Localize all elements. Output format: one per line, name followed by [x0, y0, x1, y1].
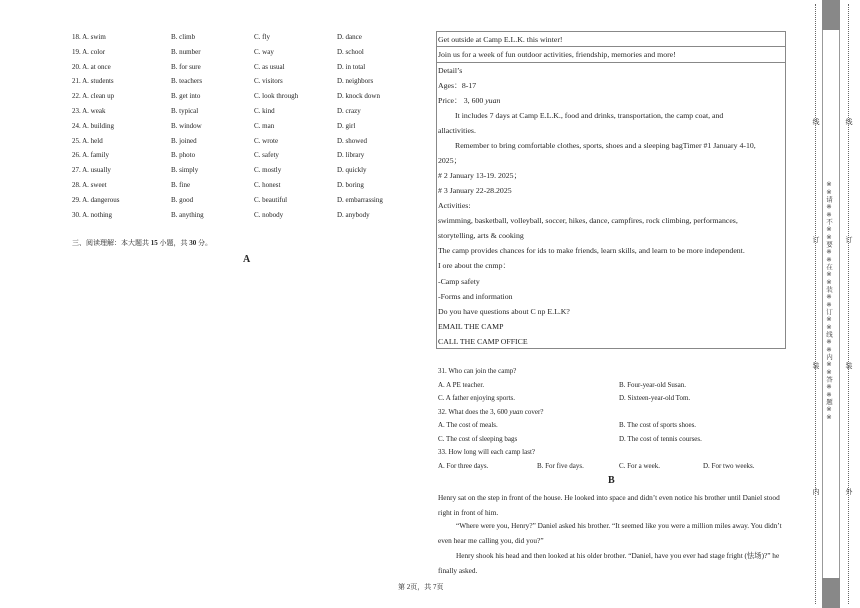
option-b: B. anything	[171, 210, 204, 219]
option-b: B. photo	[171, 151, 196, 160]
option-c: C. wrote	[254, 136, 279, 145]
ad-line2: Join us for a week of fun outdoor activities, friendship, memories and more!	[438, 50, 676, 59]
option-a: 22. A. clean up	[72, 92, 115, 101]
option-b: B. for sure	[171, 62, 201, 71]
passage-b-p3: Henry shook his head and then looked at his older brother. “Daniel, have you ever had stage fright (怯场)?” he finally asked.	[438, 551, 780, 575]
inner-mark-xian: 线	[812, 118, 820, 125]
inner-mark-nei: 内	[812, 488, 820, 495]
outer-mark-wai: 外	[845, 488, 853, 495]
passage-a-label: A	[243, 254, 251, 265]
option-a: 29. A. dangerous	[72, 195, 120, 204]
ad-more: I ore about the cnmp：	[438, 261, 511, 270]
q33-option-b: B. For five days.	[537, 462, 584, 470]
ad-timer3: # 3 January 22-28.2025	[438, 186, 512, 195]
ad-call: CALL THE CAMP OFFICE	[438, 337, 528, 346]
option-a: 30. A. nothing	[72, 210, 113, 219]
heading-prefix: 三、阅读理解：本大题共	[72, 239, 151, 247]
q31-option-b: B. Four-year-old Susan.	[619, 381, 686, 389]
heading-count: 15	[150, 239, 158, 247]
heading-mid: 小题，共	[157, 239, 190, 247]
outer-mark-xian: 线	[845, 118, 853, 125]
option-b: B. joined	[171, 136, 197, 145]
option-a: 28. A. sweet	[72, 181, 107, 189]
option-c: C. honest	[254, 181, 281, 189]
ad-price-text: Price： 3, 600	[438, 96, 486, 105]
option-b: B. climb	[171, 33, 196, 41]
option-d: D. embarrassing	[337, 195, 383, 204]
option-d: D. anybody	[337, 210, 370, 219]
ad-includes2: allactivities.	[438, 126, 476, 135]
q32-stem-unit: yuan	[509, 408, 524, 416]
q31-option-d: D. Sixteen-year-old Tom.	[619, 394, 691, 402]
ad-price-unit: yuan	[485, 96, 501, 105]
option-a: 19. A. color	[72, 47, 106, 56]
ad-details: Detail’s	[438, 66, 463, 75]
q33-option-a: A. For three days.	[438, 462, 489, 470]
option-d: D. showed	[337, 136, 367, 145]
ad-divider-1	[436, 46, 786, 47]
option-b: B. good	[171, 195, 194, 204]
inner-mark-ding: 订	[812, 236, 820, 243]
option-a: 18. A. swim	[72, 33, 106, 41]
option-a: 25. A. held	[72, 136, 103, 145]
ad-email: EMAIL THE CAMP	[438, 322, 504, 331]
ad-remember2: 2025；	[438, 156, 462, 165]
q32-option-c: C. The cost of sleeping bags	[438, 435, 518, 443]
passage-b-p2: “Where were you, Henry?” Daniel asked his brother. “It seemed like you were a million miles away. You didn’t even hear me calling you, did you?”	[438, 521, 782, 545]
option-c: C. kind	[254, 107, 275, 115]
option-c: C. as usual	[254, 62, 285, 71]
option-c: C. visitors	[254, 77, 283, 86]
q32-stem-prefix: 32. What does the 3, 600	[438, 408, 510, 416]
ad-price	[438, 95, 500, 106]
ad-remember: Remember to bring comfortable clothes, sports, shoes and a sleeping bagTimer #1 January 4-10,	[455, 141, 756, 150]
ad-line1: Get outside at Camp E.L.K. this winter!	[438, 35, 563, 44]
outer-dotted-line	[815, 4, 816, 604]
option-b: B. fine	[171, 181, 191, 189]
q33-stem: 33. How long will each camp last?	[438, 448, 536, 456]
option-a: 23. A. weak	[72, 107, 106, 115]
outer-mark-ding: 订	[845, 236, 853, 243]
binding-bar-top	[822, 0, 840, 30]
inner-dotted-line	[848, 4, 849, 604]
option-c: C. nobody	[254, 210, 284, 219]
option-c: C. way	[254, 47, 274, 56]
option-a: 26. A. family	[72, 151, 109, 160]
ad-timer2: # 2 January 13-19. 2025；	[438, 171, 522, 180]
q32-stem-suffix: cover?	[523, 408, 544, 416]
outer-mark-zhuang: 装	[845, 362, 853, 369]
option-a: 24. A. building	[72, 121, 115, 130]
ad-activity-list2: storytelling, arts & cooking	[438, 231, 524, 240]
q32-option-d: D. The cost of tennis courses.	[619, 435, 702, 443]
option-d: D. quickly	[337, 166, 367, 175]
option-d: D. crazy	[337, 107, 361, 115]
option-d: D. library	[337, 151, 365, 160]
option-d: D. girl	[337, 121, 356, 130]
option-d: D. knock down	[337, 92, 380, 101]
option-c: C. safety	[254, 151, 279, 160]
option-b: B. typical	[171, 107, 199, 115]
option-b: B. number	[171, 47, 201, 56]
option-b: B. simply	[171, 166, 199, 175]
ad-questions: Do you have questions about C np E.L.K?	[438, 307, 570, 316]
option-a: 27. A. usually	[72, 166, 111, 175]
option-d: D. dance	[337, 33, 362, 41]
inner-mark-zhuang: 装	[812, 362, 820, 369]
option-c: C. mostly	[254, 166, 282, 175]
ad-includes: It includes 7 days at Camp E.L.K., food and drinks, transportation, the camp coat, and	[455, 111, 724, 120]
heading-points: 30	[189, 239, 197, 247]
q31-option-c: C. A father enjoying sports.	[438, 394, 515, 402]
option-d: D. boring	[337, 181, 364, 189]
section-heading	[72, 238, 212, 248]
option-d: D. school	[337, 47, 364, 56]
heading-suffix: 分。	[196, 239, 212, 247]
option-c: C. fly	[254, 33, 270, 41]
ad-activity-list: swimming, basketball, volleyball, soccer, hikes, dance, campfires, rock climbing, performances,	[438, 216, 738, 225]
option-c: C. beautiful	[254, 195, 288, 204]
passage-b-p1: Henry sat on the step in front of the house. He looked into space and didn’t even notice his brother until Daniel stood right in front of him.	[438, 493, 780, 517]
binding-strip	[806, 0, 860, 608]
q33-option-d: D. For two weeks.	[703, 462, 755, 470]
option-d: D. in total	[337, 62, 366, 71]
option-d: D. neighbors	[337, 77, 374, 86]
q32-option-b: B. The cost of sports shoes.	[619, 421, 697, 429]
option-c: C. look through	[254, 92, 299, 101]
page-footer: 第 2页，共 7页	[398, 583, 444, 591]
option-b: B. get into	[171, 92, 201, 101]
ad-activities: Activities:	[438, 201, 471, 210]
ad-safety: -Camp safety	[438, 277, 480, 286]
q32-option-a: A. The cost of meals.	[438, 421, 498, 429]
ad-ages: Ages：8-17	[438, 81, 477, 90]
passage-b-label: B	[608, 475, 615, 486]
q32-stem	[438, 407, 543, 418]
option-b: B. teachers	[171, 77, 203, 86]
option-c: C. man	[254, 121, 275, 130]
binding-warning: ※※请※※不※※要※※在※※装※※订※※线※※内※※答※※题※※	[825, 180, 833, 421]
binding-bar-bottom	[822, 578, 840, 608]
q31-stem: 31. Who can join the camp?	[438, 367, 517, 375]
option-a: 20. A. at once	[72, 62, 111, 71]
ad-divider-2	[436, 62, 786, 63]
ad-forms: -Forms and information	[438, 292, 513, 301]
q31-option-a: A. A PE teacher.	[438, 381, 485, 389]
option-a: 21. A. students	[72, 77, 114, 86]
option-b: B. window	[171, 121, 202, 130]
q33-option-c: C. For a week.	[619, 462, 661, 470]
ad-chances: The camp provides chances for ids to make friends, learn skills, and learn to be more independent.	[438, 246, 745, 255]
